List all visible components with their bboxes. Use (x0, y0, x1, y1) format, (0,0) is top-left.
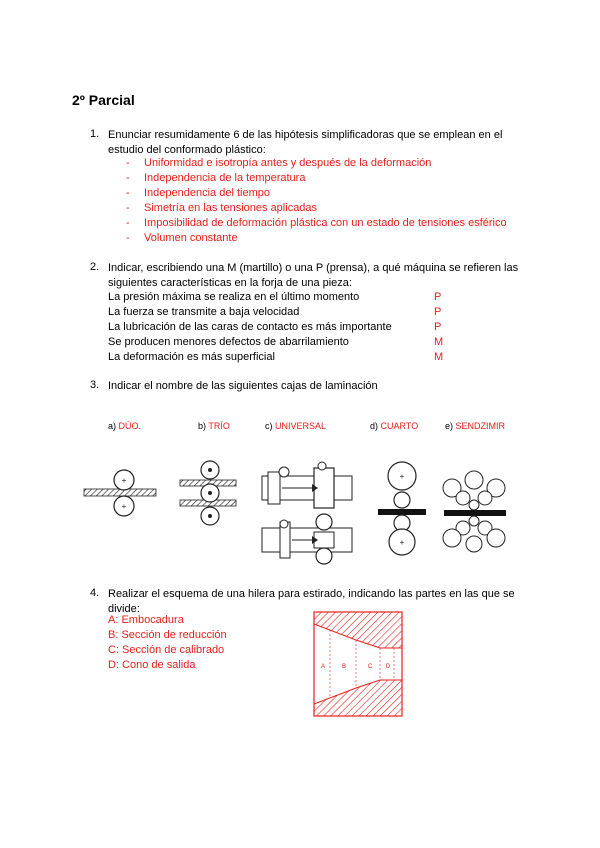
table-row: Se producen menores defectos de abarrilamiento M (108, 336, 444, 348)
cuarto-rolling-stand-diagram (378, 460, 428, 556)
q2-table (108, 290, 448, 365)
table-row: La deformación es más superficial M (108, 351, 444, 363)
figure-caption-a: a) DÚO. (108, 421, 142, 431)
table-row: La lubricación de las caras de contacto es más importante P (108, 321, 442, 333)
q1-answer-list (126, 156, 507, 246)
list-item: - Uniformidad e isotropía antes y después de la deformación (126, 157, 432, 169)
sendzimir-rolling-stand-diagram (438, 468, 514, 552)
q4-number: 4. (90, 587, 100, 599)
drawing-die-diagram (314, 612, 406, 720)
q3-text: Indicar el nombre de las siguientes cajas de laminación (108, 380, 378, 392)
duo-rolling-stand-diagram (84, 468, 160, 518)
q1-text: Enunciar resumidamente 6 de las hipótesis simplificadoras que se emplean en el estudio del conformado plástico: (108, 129, 503, 156)
diagram-label-c: C (367, 664, 373, 670)
q3-number: 3. (90, 379, 100, 391)
list-item: - Volumen constante (126, 232, 238, 244)
q4-text: Realizar el esquema de una hilera para estirado, indicando las partes en las que se divide: (108, 588, 515, 615)
svg-text:+: + (399, 538, 405, 547)
list-item: - Independencia del tiempo (126, 187, 270, 199)
universal-rolling-stand-diagram (262, 462, 356, 566)
diagram-label-a: A (320, 664, 326, 670)
table-row: La fuerza se transmite a baja velocidad P (108, 306, 442, 318)
q1-number: 1. (90, 128, 100, 140)
answer-letter: P (434, 291, 442, 303)
answer-letter: M (434, 351, 444, 363)
svg-text:+: + (121, 476, 127, 485)
list-item: - Imposibilidad de deformación plástica con un estado de tensiones esférico (126, 217, 507, 229)
page-title: 2º Parcial (72, 92, 135, 108)
list-item: C: Sección de calibrado (108, 644, 225, 656)
figure-caption-b: b) TRÍO (198, 421, 230, 431)
answer-letter: M (434, 336, 444, 348)
svg-text:+: + (399, 472, 405, 481)
svg-text:+: + (121, 502, 127, 511)
list-item: A: Embocadura (108, 614, 184, 626)
q2-number: 2. (90, 261, 100, 273)
diagram-label-b: B (341, 664, 347, 670)
list-item: - Simetría en las tensiones aplicadas (126, 202, 318, 214)
diagram-label-d: D (385, 664, 391, 670)
answer-letter: P (434, 321, 442, 333)
figure-caption-c: c) UNIVERSAL (265, 421, 327, 431)
figure-caption-e: e) SENDZIMIR (445, 421, 506, 431)
q2-text: Indicar, escribiendo una M (martillo) o una P (prensa), a qué máquina se refieren las siguientes características en la forja de una pieza: (108, 262, 519, 289)
list-item: - Independencia de la temperatura (126, 172, 306, 184)
list-item: D: Cono de salida (108, 659, 196, 671)
figure-caption-d: d) CUARTO (370, 421, 419, 431)
table-row: La presión máxima se realiza en el último momento P (108, 291, 442, 303)
trio-rolling-stand-diagram (180, 460, 240, 528)
answer-letter: P (434, 306, 442, 318)
q4-parts-list (108, 613, 227, 673)
list-item: B: Sección de reducción (108, 629, 227, 641)
